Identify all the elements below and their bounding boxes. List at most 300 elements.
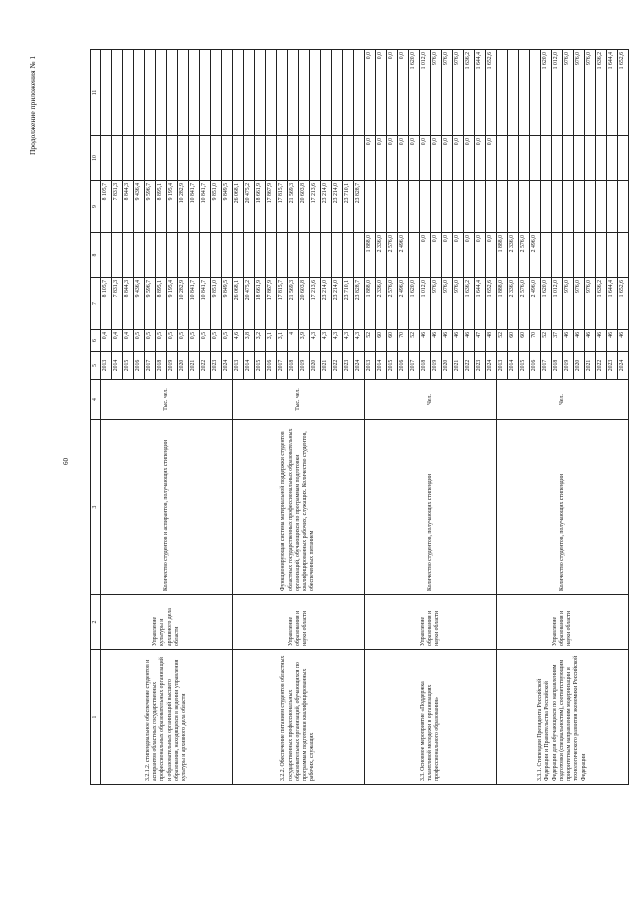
value-cell: 0,0	[387, 50, 398, 136]
value-cell: 20 603,8	[299, 181, 310, 233]
value-cell: 9 436,4	[134, 181, 145, 233]
value-cell: 0,0	[464, 233, 475, 278]
value-cell: 976,0	[585, 278, 596, 330]
indicator: Функционирующая система материальной поддержки студентов областных государственных профессиональных образовательных организаций, обучающихся по программам подготовки квалифицированных рабочих, служащих. Количество студентов, обеспеченных питанием	[233, 420, 365, 595]
value-cell	[101, 233, 112, 278]
value-cell: 8 844,3	[123, 181, 134, 233]
value-cell: 52	[365, 330, 376, 352]
value-cell	[618, 233, 629, 278]
value-cell: 0,4	[101, 330, 112, 352]
value-cell: 0,0	[431, 136, 442, 181]
executor: Управление культуры и архивного дела области	[101, 595, 233, 650]
unit: Чел.	[497, 380, 629, 420]
value-cell: 20 475,2	[244, 278, 255, 330]
value-cell: 2 576,0	[519, 278, 530, 330]
value-cell	[354, 233, 365, 278]
value-cell: 4,3	[310, 330, 321, 352]
value-cell	[277, 136, 288, 181]
value-cell	[541, 233, 552, 278]
value-cell	[266, 50, 277, 136]
year-cell: 2018	[552, 352, 563, 380]
value-cell: 9 849,5	[222, 278, 233, 330]
column-number: 3	[91, 420, 101, 595]
value-cell: 46	[563, 330, 574, 352]
measure-name: 3.2.2. Обеспечение питанием студентов областных государственных профессиональных образовательных организаций, обучающихся по программам подготовки квалифицированных рабочих, служащих	[233, 650, 365, 785]
value-cell	[277, 50, 288, 136]
value-cell: 1 012,0	[420, 278, 431, 330]
value-cell: 3,9	[299, 330, 310, 352]
year-cell: 2023	[343, 352, 354, 380]
value-cell	[596, 136, 607, 181]
unit: Чел.	[365, 380, 497, 420]
value-cell: 23 828,7	[354, 278, 365, 330]
year-cell: 2015	[123, 352, 134, 380]
year-cell: 2019	[431, 352, 442, 380]
value-cell: 2 336,0	[508, 278, 519, 330]
value-cell	[310, 136, 321, 181]
value-cell: 1 644,4	[607, 278, 618, 330]
value-cell: 9 596,7	[145, 278, 156, 330]
column-number: 8	[91, 233, 101, 278]
value-cell: 976,0	[431, 278, 442, 330]
value-cell: 23 214,0	[332, 278, 343, 330]
year-cell: 2021	[189, 352, 200, 380]
value-cell: 18 661,9	[255, 278, 266, 330]
value-cell	[530, 181, 541, 233]
value-cell	[299, 136, 310, 181]
value-cell: 3,8	[244, 330, 255, 352]
value-cell: 1 888,0	[497, 233, 508, 278]
table-row	[101, 50, 112, 785]
executor: Управление образования и науки области	[365, 595, 497, 650]
column-number: 11	[91, 50, 101, 136]
value-cell: 1 652,6	[618, 50, 629, 136]
value-cell: 0,0	[365, 136, 376, 181]
value-cell	[189, 50, 200, 136]
value-cell	[222, 233, 233, 278]
value-cell: 10 841,7	[189, 278, 200, 330]
measure-name: 3.3. Основное мероприятие «Поддержка талантливой молодежи в организациях профессионального образования»	[365, 650, 497, 785]
value-cell	[541, 136, 552, 181]
value-cell: 23 214,0	[321, 181, 332, 233]
value-cell: 9 436,4	[134, 278, 145, 330]
value-cell: 1 012,0	[552, 50, 563, 136]
value-cell: 37	[552, 330, 563, 352]
value-cell: 0,5	[200, 330, 211, 352]
value-cell	[233, 233, 244, 278]
value-cell: 0,0	[486, 233, 497, 278]
value-cell	[211, 233, 222, 278]
value-cell	[310, 233, 321, 278]
value-cell: 0,4	[112, 330, 123, 352]
year-cell: 2014	[376, 352, 387, 380]
value-cell	[134, 233, 145, 278]
year-cell: 2016	[266, 352, 277, 380]
value-cell: 1 652,6	[618, 278, 629, 330]
value-cell: 18 661,9	[255, 181, 266, 233]
value-cell: 1 652,6	[486, 50, 497, 136]
year-cell: 2023	[475, 352, 486, 380]
value-cell: 10 282,9	[178, 181, 189, 233]
value-cell: 9 195,4	[167, 181, 178, 233]
value-cell	[222, 136, 233, 181]
value-cell: 10 841,7	[200, 181, 211, 233]
value-cell: 8 895,1	[156, 278, 167, 330]
value-cell	[332, 233, 343, 278]
value-cell: 60	[387, 330, 398, 352]
value-cell	[255, 136, 266, 181]
value-cell	[486, 181, 497, 233]
value-cell: 0,0	[453, 136, 464, 181]
value-cell: 0,5	[222, 330, 233, 352]
value-cell: 4	[288, 330, 299, 352]
value-cell	[387, 181, 398, 233]
value-cell	[112, 50, 123, 136]
value-cell: 46	[585, 330, 596, 352]
value-cell: 0,4	[123, 330, 134, 352]
value-cell	[200, 50, 211, 136]
year-cell: 2013	[101, 352, 112, 380]
value-cell	[563, 181, 574, 233]
value-cell: 0,0	[387, 136, 398, 181]
value-cell: 1 888,0	[497, 278, 508, 330]
value-cell	[321, 50, 332, 136]
value-cell: 1 644,4	[607, 50, 618, 136]
value-cell: 1 652,6	[486, 278, 497, 330]
column-number: 2	[91, 595, 101, 650]
value-cell	[508, 136, 519, 181]
value-cell	[497, 136, 508, 181]
value-cell	[288, 50, 299, 136]
value-cell: 976,0	[442, 278, 453, 330]
value-cell: 0,0	[486, 136, 497, 181]
value-cell	[398, 181, 409, 233]
value-cell	[431, 181, 442, 233]
value-cell	[343, 50, 354, 136]
value-cell	[244, 50, 255, 136]
table-body	[91, 50, 629, 785]
year-cell: 2022	[596, 352, 607, 380]
value-cell	[343, 233, 354, 278]
year-cell: 2024	[354, 352, 365, 380]
value-cell: 46	[607, 330, 618, 352]
value-cell	[442, 181, 453, 233]
value-cell	[156, 136, 167, 181]
table-row	[365, 50, 376, 785]
value-cell: 0,0	[453, 233, 464, 278]
value-cell	[607, 136, 618, 181]
year-cell: 2022	[332, 352, 343, 380]
year-cell: 2020	[574, 352, 585, 380]
year-cell: 2019	[167, 352, 178, 380]
value-cell: 7 831,3	[112, 278, 123, 330]
value-cell	[123, 50, 134, 136]
value-cell: 10 841,7	[200, 278, 211, 330]
year-cell: 2017	[409, 352, 420, 380]
value-cell	[354, 136, 365, 181]
value-cell	[607, 233, 618, 278]
value-cell: 46	[464, 330, 475, 352]
year-cell: 2018	[156, 352, 167, 380]
table-row	[497, 50, 508, 785]
column-number: 10	[91, 136, 101, 181]
value-cell: 2 576,0	[519, 233, 530, 278]
value-cell: 46	[431, 330, 442, 352]
value-cell	[101, 136, 112, 181]
value-cell: 0,5	[189, 330, 200, 352]
value-cell: 46	[618, 330, 629, 352]
column-number: 1	[91, 650, 101, 785]
year-cell: 2024	[486, 352, 497, 380]
year-cell: 2019	[563, 352, 574, 380]
year-cell: 2022	[200, 352, 211, 380]
value-cell: 23 214,0	[332, 181, 343, 233]
value-cell: 17 867,9	[266, 278, 277, 330]
value-cell: 976,0	[563, 50, 574, 136]
value-cell	[541, 181, 552, 233]
value-cell: 1 620,0	[541, 50, 552, 136]
value-cell: 17 867,9	[266, 181, 277, 233]
value-cell: 52	[497, 330, 508, 352]
value-cell: 1 012,0	[552, 278, 563, 330]
value-cell: 976,0	[574, 278, 585, 330]
value-cell	[574, 181, 585, 233]
value-cell: 26 068,1	[233, 278, 244, 330]
value-cell	[519, 50, 530, 136]
table-row	[233, 50, 244, 785]
value-cell	[222, 50, 233, 136]
value-cell: 52	[541, 330, 552, 352]
value-cell: 976,0	[585, 50, 596, 136]
value-cell: 0,0	[475, 136, 486, 181]
value-cell	[134, 50, 145, 136]
value-cell	[167, 50, 178, 136]
value-cell	[145, 50, 156, 136]
value-cell: 1 644,4	[475, 50, 486, 136]
value-cell	[332, 136, 343, 181]
value-cell: 17 213,6	[310, 181, 321, 233]
value-cell: 3,2	[255, 330, 266, 352]
value-cell	[211, 136, 222, 181]
value-cell	[233, 136, 244, 181]
value-cell: 17 815,7	[277, 278, 288, 330]
value-cell	[288, 136, 299, 181]
value-cell: 3,1	[277, 330, 288, 352]
value-cell	[145, 233, 156, 278]
value-cell: 23 828,7	[354, 181, 365, 233]
value-cell	[409, 181, 420, 233]
value-cell: 23 710,1	[343, 181, 354, 233]
value-cell	[123, 136, 134, 181]
value-cell: 0,0	[376, 136, 387, 181]
value-cell: 26 068,1	[233, 181, 244, 233]
column-number: 7	[91, 278, 101, 330]
year-cell: 2015	[387, 352, 398, 380]
value-cell	[200, 136, 211, 181]
year-cell: 2023	[607, 352, 618, 380]
year-cell: 2014	[112, 352, 123, 380]
year-cell: 2021	[585, 352, 596, 380]
value-cell: 0,0	[376, 50, 387, 136]
value-cell: 2 336,0	[508, 233, 519, 278]
value-cell: 46	[442, 330, 453, 352]
value-cell: 2 496,0	[530, 233, 541, 278]
value-cell	[266, 136, 277, 181]
value-cell: 0,5	[178, 330, 189, 352]
value-cell	[288, 233, 299, 278]
value-cell: 9 851,0	[211, 181, 222, 233]
value-cell: 23 710,1	[343, 278, 354, 330]
indicator: Количество студентов, получающих стипендии	[497, 420, 629, 595]
value-cell: 9 195,4	[167, 278, 178, 330]
value-cell: 7 831,3	[112, 181, 123, 233]
value-cell	[277, 233, 288, 278]
value-cell: 8 895,1	[156, 181, 167, 233]
value-cell: 23 214,0	[321, 278, 332, 330]
value-cell: 4,3	[354, 330, 365, 352]
value-cell	[519, 136, 530, 181]
value-cell: 1 888,0	[365, 233, 376, 278]
year-cell: 2016	[398, 352, 409, 380]
value-cell: 10 841,7	[189, 181, 200, 233]
value-cell: 1 636,2	[596, 50, 607, 136]
value-cell	[585, 233, 596, 278]
value-cell: 60	[376, 330, 387, 352]
year-cell: 2014	[508, 352, 519, 380]
indicator: Количество студентов и аспирантов, получающих стипендии	[101, 420, 233, 595]
value-cell	[178, 50, 189, 136]
value-cell: 8 105,7	[101, 181, 112, 233]
value-cell	[255, 233, 266, 278]
value-cell	[156, 50, 167, 136]
value-cell: 21 569,3	[288, 278, 299, 330]
value-cell: 47	[475, 330, 486, 352]
value-cell	[189, 136, 200, 181]
value-cell	[321, 136, 332, 181]
value-cell	[596, 233, 607, 278]
value-cell	[596, 181, 607, 233]
value-cell: 0,5	[145, 330, 156, 352]
value-cell: 976,0	[442, 50, 453, 136]
value-cell	[409, 233, 420, 278]
value-cell	[519, 181, 530, 233]
value-cell	[563, 233, 574, 278]
column-number: 9	[91, 181, 101, 233]
value-cell: 0,0	[420, 233, 431, 278]
value-cell: 1 620,0	[409, 50, 420, 136]
year-cell: 2014	[244, 352, 255, 380]
value-cell: 1 620,0	[541, 278, 552, 330]
column-number: 4	[91, 380, 101, 420]
value-cell	[574, 233, 585, 278]
value-cell: 0,0	[431, 233, 442, 278]
year-cell: 2021	[321, 352, 332, 380]
value-cell	[101, 50, 112, 136]
value-cell	[552, 233, 563, 278]
value-cell	[145, 136, 156, 181]
value-cell: 1 620,0	[409, 278, 420, 330]
unit: Тыс. чел.	[101, 380, 233, 420]
value-cell: 0,0	[398, 136, 409, 181]
continuation-note: Продолжение приложения № 1	[28, 55, 37, 155]
value-cell	[497, 181, 508, 233]
value-cell: 0,5	[211, 330, 222, 352]
value-cell	[618, 181, 629, 233]
column-number: 5	[91, 352, 101, 380]
year-cell: 2015	[519, 352, 530, 380]
value-cell: 0,0	[420, 136, 431, 181]
year-cell: 2019	[299, 352, 310, 380]
value-cell: 976,0	[431, 50, 442, 136]
value-cell	[244, 233, 255, 278]
value-cell: 2 496,0	[398, 233, 409, 278]
indicator: Количество студентов, получающих стипендии	[365, 420, 497, 595]
value-cell: 70	[398, 330, 409, 352]
value-cell	[178, 233, 189, 278]
executor: Управление образования и науки области	[497, 595, 629, 650]
value-cell	[299, 233, 310, 278]
year-cell: 2020	[178, 352, 189, 380]
value-cell: 9 851,0	[211, 278, 222, 330]
value-cell	[530, 50, 541, 136]
value-cell	[211, 50, 222, 136]
value-cell: 0,0	[398, 50, 409, 136]
value-cell	[332, 50, 343, 136]
value-cell: 0,5	[167, 330, 178, 352]
value-cell	[585, 136, 596, 181]
value-cell	[508, 181, 519, 233]
year-cell: 2013	[365, 352, 376, 380]
value-cell	[123, 233, 134, 278]
value-cell: 52	[409, 330, 420, 352]
program-table	[90, 49, 629, 785]
value-cell: 46	[453, 330, 464, 352]
unit: Тыс. чел.	[233, 380, 365, 420]
value-cell	[244, 136, 255, 181]
value-cell: 976,0	[453, 50, 464, 136]
value-cell	[299, 50, 310, 136]
value-cell: 1 636,2	[596, 278, 607, 330]
value-cell: 0,0	[365, 50, 376, 136]
value-cell: 4,3	[332, 330, 343, 352]
value-cell	[618, 136, 629, 181]
value-cell	[530, 136, 541, 181]
value-cell: 46	[596, 330, 607, 352]
year-cell: 2020	[442, 352, 453, 380]
value-cell: 0,0	[464, 136, 475, 181]
value-cell	[376, 181, 387, 233]
value-cell	[233, 50, 244, 136]
value-cell: 0,0	[409, 136, 420, 181]
measure-name: 3.2.1.2. стипендиальное обеспечение студентов и аспирантов областных государственных профессиональных образовательных организаций и образовательных организаций высшего образования, находящихся в ведении управления культуры и архивного дела области	[101, 650, 233, 785]
value-cell: 2 496,0	[530, 278, 541, 330]
value-cell	[310, 50, 321, 136]
value-cell	[200, 233, 211, 278]
value-cell: 17 213,6	[310, 278, 321, 330]
value-cell	[112, 136, 123, 181]
value-cell: 2 576,0	[387, 233, 398, 278]
value-cell	[156, 233, 167, 278]
value-cell: 20 603,8	[299, 278, 310, 330]
value-cell: 20 475,2	[244, 181, 255, 233]
value-cell: 1 012,0	[420, 50, 431, 136]
value-cell	[167, 233, 178, 278]
year-cell: 2017	[145, 352, 156, 380]
value-cell: 2 336,0	[376, 278, 387, 330]
value-cell	[167, 136, 178, 181]
value-cell	[453, 181, 464, 233]
value-cell	[585, 181, 596, 233]
